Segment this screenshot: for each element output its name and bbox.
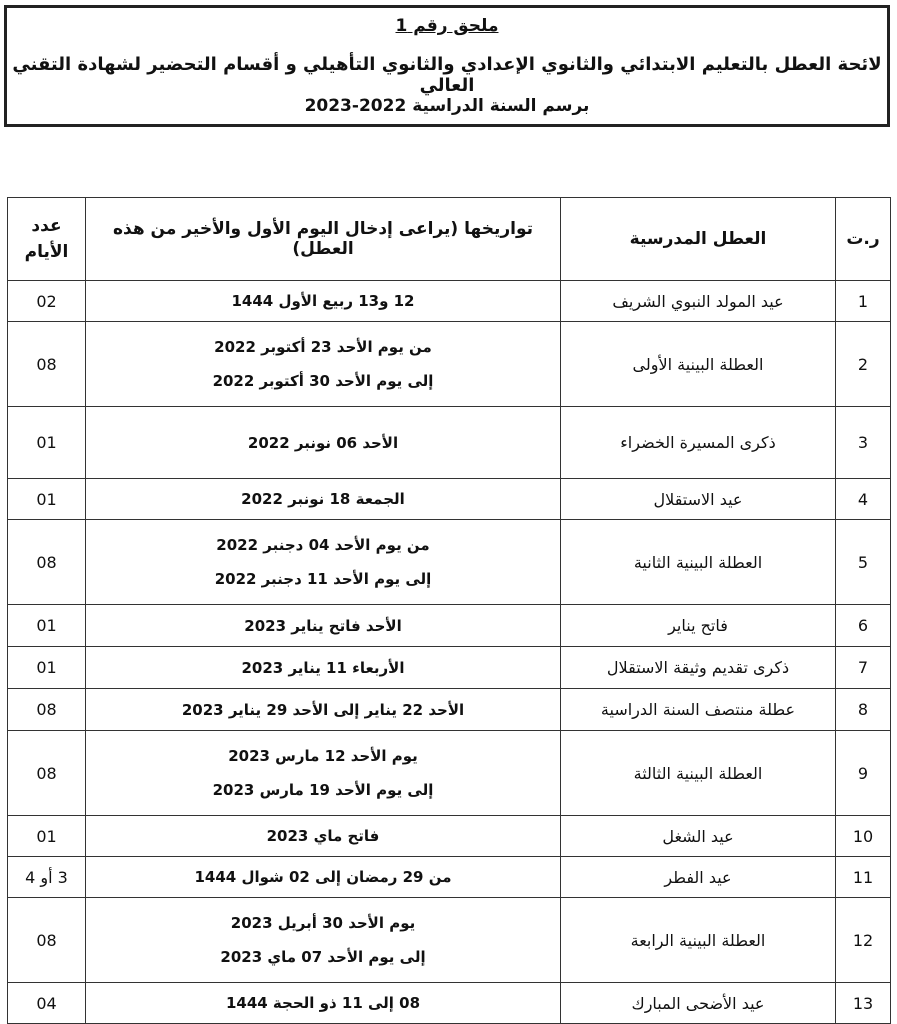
days-count: 08 <box>8 689 86 731</box>
row-number: 6 <box>836 605 891 647</box>
holiday-dates <box>86 898 561 983</box>
annex-label: ملحق رقم 1 <box>395 16 499 36</box>
days-count: 08 <box>8 898 86 983</box>
table-row <box>8 322 891 407</box>
holiday-name: ذكرى المسيرة الخضراء <box>561 407 836 479</box>
days-count: 01 <box>8 816 86 857</box>
days-count: 08 <box>8 520 86 605</box>
holiday-dates <box>86 322 561 407</box>
holiday-dates <box>86 407 561 479</box>
date-line: الجمعة 18 نونبر 2022 <box>241 490 405 508</box>
holiday-name: عيد الشغل <box>561 816 836 857</box>
row-number: 4 <box>836 479 891 520</box>
holiday-name: العطلة البينية الثانية <box>561 520 836 605</box>
holiday-name: عطلة منتصف السنة الدراسية <box>561 689 836 731</box>
row-number: 7 <box>836 647 891 689</box>
date-line: الأحد 22 يناير إلى الأحد 29 يناير 2023 <box>181 700 465 719</box>
holiday-name: عيد المولد النبوي الشريف <box>561 281 836 322</box>
date-line: من يوم الأحد 23 أكتوبر 2022 <box>214 338 432 356</box>
holiday-name: فاتح يناير <box>561 605 836 647</box>
holidays-table <box>7 197 891 1024</box>
row-number: 9 <box>836 731 891 816</box>
holiday-dates <box>86 983 561 1024</box>
table-row <box>8 479 891 520</box>
row-number: 10 <box>836 816 891 857</box>
holiday-name: العطلة البينية الرابعة <box>561 898 836 983</box>
row-number: 11 <box>836 857 891 898</box>
row-number: 8 <box>836 689 891 731</box>
days-count: 01 <box>8 407 86 479</box>
row-number: 5 <box>836 520 891 605</box>
school-year: برسم السنة الدراسية 2022-2023 <box>304 96 590 116</box>
date-line: الأحد فاتح يناير 2023 <box>244 616 402 635</box>
table-header-row <box>8 198 891 281</box>
holiday-dates <box>86 816 561 857</box>
holiday-name: عيد الأضحى المبارك <box>561 983 836 1024</box>
days-count: 01 <box>8 647 86 689</box>
days-count: 01 <box>8 605 86 647</box>
date-line: الأربعاء 11 يناير 2023 <box>241 658 405 677</box>
row-number: 12 <box>836 898 891 983</box>
date-line: إلى يوم الأحد 30 أكتوبر 2022 <box>212 372 434 390</box>
row-number: 3 <box>836 407 891 479</box>
date-line: إلى يوم الأحد 11 دجنبر 2022 <box>214 570 432 588</box>
days-count: 3 أو 4 <box>8 857 86 898</box>
date-line: 12 و13 ربيع الأول 1444 <box>231 292 415 310</box>
table-row <box>8 898 891 983</box>
holiday-name: العطلة البينية الثالثة <box>561 731 836 816</box>
date-line: إلى يوم الأحد 07 ماي 2023 <box>220 948 426 966</box>
holiday-name: عيد الفطر <box>561 857 836 898</box>
holiday-dates <box>86 281 561 322</box>
holiday-name: العطلة البينية الأولى <box>561 322 836 407</box>
table-row <box>8 407 891 479</box>
days-count: 02 <box>8 281 86 322</box>
date-line: من 29 رمضان إلى 02 شوال 1444 <box>194 868 452 886</box>
date-line: يوم الأحد 30 أبريل 2023 <box>230 914 416 932</box>
header-num: ر.ت <box>836 198 891 281</box>
row-number: 13 <box>836 983 891 1024</box>
header-dates: تواريخها (يراعى إدخال اليوم الأول والأخير من هذه العطل) <box>86 198 561 281</box>
holiday-dates <box>86 605 561 647</box>
date-line: إلى يوم الأحد 19 مارس 2023 <box>212 781 434 799</box>
document-title: لائحة العطل بالتعليم الابتدائي والثانوي الإعدادي والثانوي التأهيلي و أقسام التحضير لشهادة التقني العالي <box>12 54 882 96</box>
days-count: 01 <box>8 479 86 520</box>
date-line: يوم الأحد 12 مارس 2023 <box>228 747 418 765</box>
days-count: 08 <box>8 731 86 816</box>
date-line: 08 إلى 11 ذو الحجة 1444 <box>225 994 421 1012</box>
annex-header-box <box>4 5 890 127</box>
holiday-dates <box>86 479 561 520</box>
table-row <box>8 520 891 605</box>
holiday-dates <box>86 731 561 816</box>
holiday-dates <box>86 689 561 731</box>
holiday-dates <box>86 520 561 605</box>
date-line: فاتح ماي 2023 <box>266 827 380 845</box>
holiday-name: ذكرى تقديم وثيقة الاستقلال <box>561 647 836 689</box>
date-line: الأحد 06 نونبر 2022 <box>247 433 399 452</box>
table-row <box>8 689 891 731</box>
days-count: 08 <box>8 322 86 407</box>
date-line: من يوم الأحد 04 دجنبر 2022 <box>216 536 430 554</box>
table-row <box>8 647 891 689</box>
holiday-dates <box>86 647 561 689</box>
table-row <box>8 605 891 647</box>
holiday-dates <box>86 857 561 898</box>
table-row <box>8 731 891 816</box>
table-row <box>8 281 891 322</box>
holiday-name: عيد الاستقلال <box>561 479 836 520</box>
days-count: 04 <box>8 983 86 1024</box>
row-number: 1 <box>836 281 891 322</box>
row-number: 2 <box>836 322 891 407</box>
header-holiday: العطل المدرسية <box>561 198 836 281</box>
table-row <box>8 816 891 857</box>
table-row <box>8 983 891 1024</box>
header-days: عدد الأيام <box>8 198 86 281</box>
table-row <box>8 857 891 898</box>
